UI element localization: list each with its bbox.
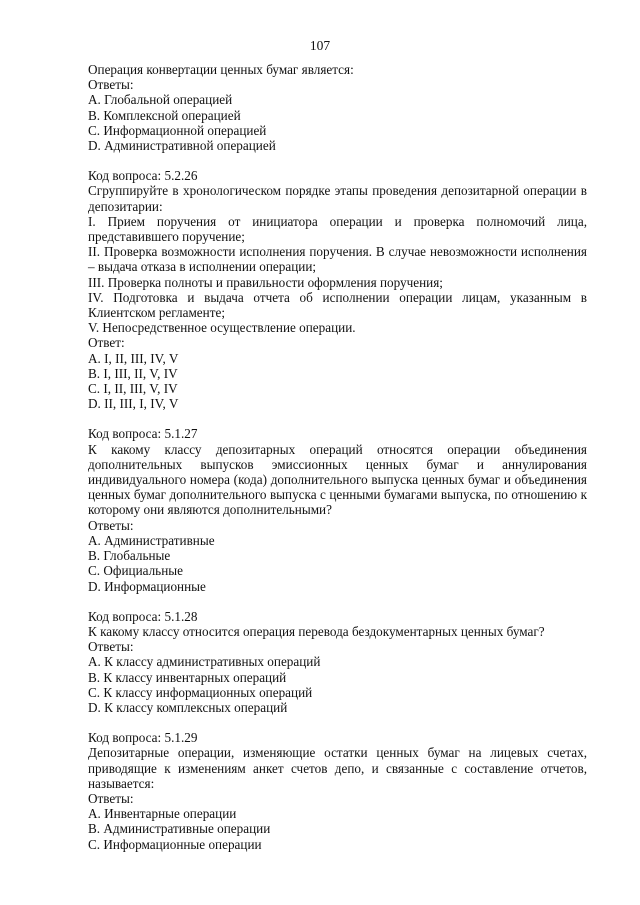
answers-label: Ответы: (88, 517, 134, 533)
answer-option: C. Информационной операцией (88, 122, 267, 138)
question-block (88, 730, 587, 852)
question-code: Код вопроса: 5.1.28 (88, 608, 198, 624)
answers-label: Ответ: (88, 335, 125, 351)
question-block (88, 609, 587, 715)
answers-label: Ответы: (88, 77, 134, 93)
answer-option: B. Комплексной операцией (88, 107, 241, 123)
question-code: Код вопроса: 5.1.27 (88, 426, 198, 442)
answer-option: A. I, II, III, IV, V (88, 350, 179, 366)
question-text: Операция конвертации ценных бумаг является: (88, 62, 354, 77)
answer-option: A. Административные (88, 532, 215, 548)
answer-option: C. I, II, III, V, IV (88, 381, 178, 397)
answer-option: D. Административной операцией (88, 138, 276, 154)
answer-option: A. К классу административных операций (88, 654, 321, 670)
question-code: Код вопроса: 5.2.26 (88, 168, 198, 184)
answer-option: B. Административные операции (88, 821, 271, 837)
stage-item: III. Проверка полноты и правильности оформления поручения; (88, 274, 443, 290)
question-text: К какому классу депозитарных операций относятся операции объединения дополнительных выпусков эмиссионных ценных бумаг и аннулирования индивидуального номера (кода) дополнительного выпуска ценных бумаг и объединения ценных бумаг дополнительного выпуска с ценными бумагами выпуска, по отношению к которому они являются дополнительными? (88, 441, 587, 518)
page-number: 107 (309, 38, 331, 53)
stage-item: V. Непосредственное осуществление операции. (88, 320, 356, 336)
question-block (88, 168, 587, 411)
question-text: Депозитарные операции, изменяющие остатки ценных бумаг на лицевых счетах, приводящие к изменениям анкет счетов депо, и связанные с составление отчетов, называется: (88, 745, 587, 791)
stage-item: I. Прием поручения от инициатора операции и проверка полномочий лица, представившего поручение; (88, 213, 587, 245)
answer-option: D. Информационные (88, 578, 206, 594)
stage-item: IV. Подготовка и выдача отчета об исполнении операции лицам, указанным в Клиентском регламенте; (88, 289, 587, 321)
stage-item: II. Проверка возможности исполнения поручения. В случае невозможности исполнения – выдача отказа в исполнении операции; (88, 244, 587, 275)
answer-option: D. К классу комплексных операций (88, 699, 288, 715)
answers-label: Ответы: (88, 639, 134, 655)
answer-option: C. К классу информационных операций (88, 684, 313, 700)
answer-option: C. Официальные (88, 563, 183, 579)
answer-option: B. I, III, II, V, IV (88, 365, 178, 381)
question-text: К какому классу относится операция перевода бездокументарных ценных бумаг? (88, 623, 545, 639)
answer-option: A. Глобальной операцией (88, 92, 233, 108)
answer-option: A. Инвентарные операции (88, 806, 237, 822)
answers-label: Ответы: (88, 790, 134, 806)
answer-option: B. Глобальные (88, 548, 171, 564)
answer-option: C. Информационные операции (88, 836, 262, 852)
answer-option: B. К классу инвентарных операций (88, 669, 287, 685)
answer-option: D. II, III, I, IV, V (88, 396, 179, 412)
question-code: Код вопроса: 5.1.29 (88, 730, 198, 746)
question-block (88, 62, 587, 153)
question-block (88, 426, 587, 593)
document-body (88, 62, 587, 852)
question-text: Сгруппируйте в хронологическом порядке этапы проведения депозитарной операции в депозитарии: (88, 183, 587, 214)
